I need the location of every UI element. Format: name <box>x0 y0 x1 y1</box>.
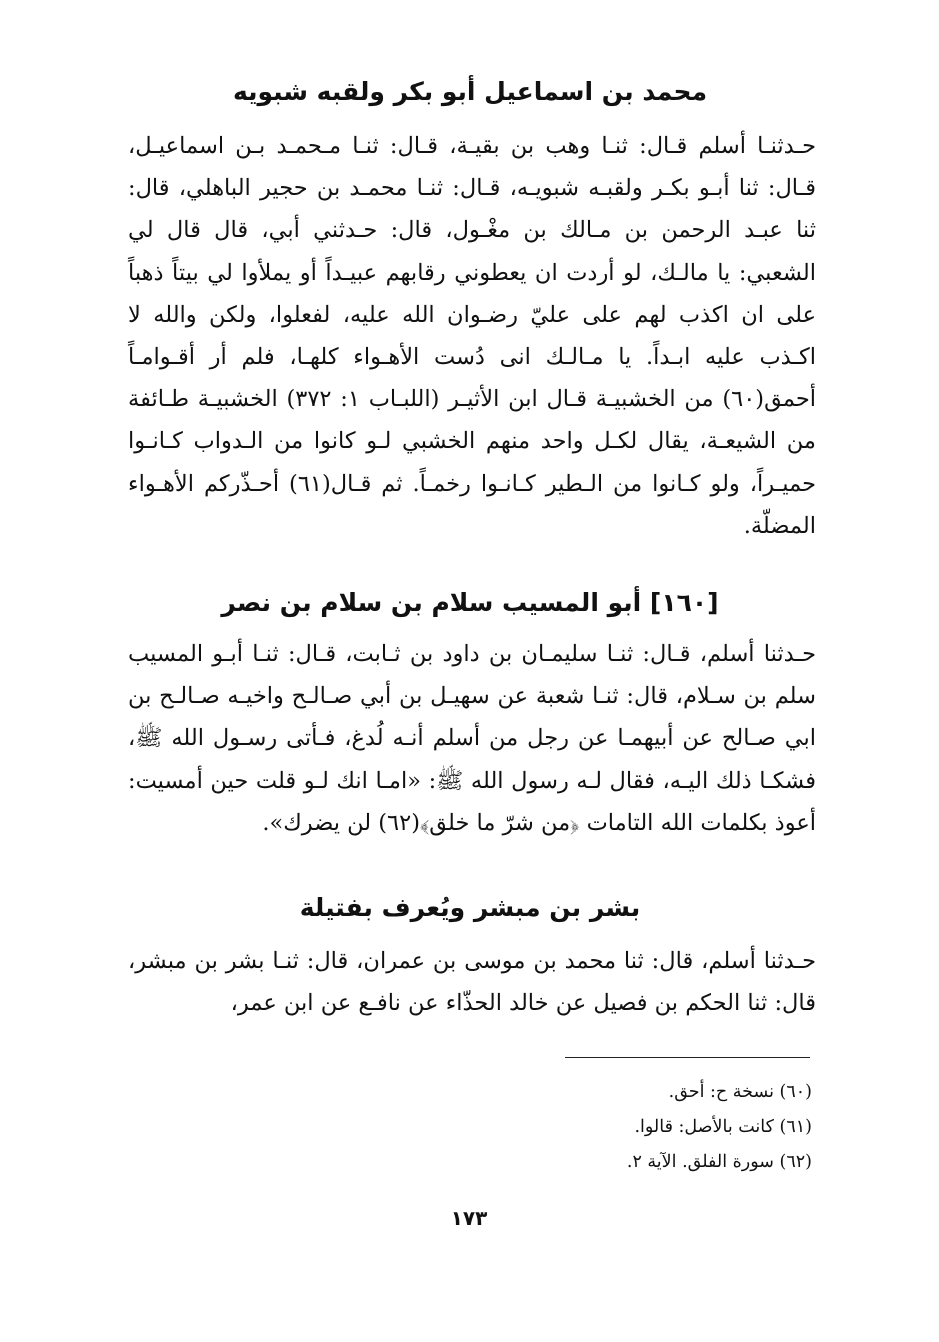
footnotes <box>420 1075 812 1180</box>
footnote-divider <box>565 1057 810 1058</box>
footnote-60: (٦٠) نسخة ح: أحق. <box>668 1082 812 1102</box>
section-heading-bishr-ibn-mubashshir: بشر بن مبشر ويُعرف بفتيلة <box>299 893 641 922</box>
section-body-bishr-ibn-mubashshir: حـدثنا أسلم، قال: ثنا محمد بن موسى بن عمران، قال: ثنـا بشر بن مبشر، قال: ثنا الحكم بن فصيل عن خالد الحذّاء عن نافـع عن ابن عمر، <box>128 948 816 1017</box>
footnote-62: (٦٢) سورة الفلق. الآية ٢. <box>626 1152 812 1172</box>
section-body-muhammad-ibn-ismail: حـدثنـا أسلم قـال: ثنـا وهب بن بقيـة، قـال: ثنـا مـحمـد بـن اسماعيـل، قـال: ثنا أبـو بكـر ولقبـه شبويـه، قـال: ثنـا محمـد بن حجير الباهلي، قال: ثنا عبـد الرحمن بن مـالك بن مغْـول، قال: حـدثني أبي، قال قال لي الشعبي: يا مالـك، لو أردت ان يعطوني رقابهم عبيـداً أو يملأوا لي بيتاً ذهباً على ان اكذب لهم على عليّ رضـوان الله عليه، لفعلوا، ولكن والله لا اكـذب عليه ابـداً. يا مـالـك انى دُست الأهـواء كلهـا، فلم أر أقـوامـاً أحمق(٦٠) من الخشبيـة قـال ابن الأثيـر (اللبـاب ١: ٣٧٢) الخشبيـة طـائفة من الشيعـة، يقال لكـل واحد منهم الخشبي لـو كانوا من الـدواب كـانـوا حميـراً، ولو كـانوا من الـطير كـانـوا رخمـاً. ثم قـال(٦١) أحـذّركم الأهـواء المضلّة. <box>128 133 817 539</box>
section-heading-abu-al-musayyab: [١٦٠] أبو المسيب سلام بن سلام بن نصر <box>221 588 719 617</box>
section-body-abu-al-musayyab: حـدثنا أسلم، قـال: ثنـا سليمـان بن داود بن ثـابت، قـال: ثنـا أبـو المسيب سلم بن سـلام، قال: ثنـا شعبة عن سهيـل بن أبي صـالـح واخيـه صـالـح بن ابي صـالح عن أبيهمـا عن رجل من أسلم أنـه لُدغ، فـأتى رسـول الله ﷺ، فشكـا ذلك اليـه، فقال لـه رسول الله ﷺ: «امـا انك لـو قلت حين أمسيت: أعوذ بكلمات الله التامات ﴿من شرّ ما خلق﴾(٦٢) لن يضرك». <box>128 641 816 836</box>
page-number: ١٧٣ <box>450 1206 488 1230</box>
footnote-61: (٦١) كانت بالأصل: قالوا. <box>634 1117 812 1137</box>
section-heading-muhammad-ibn-ismail: محمد بن اسماعيل أبو بكر ولقبه شبويه <box>232 77 708 106</box>
